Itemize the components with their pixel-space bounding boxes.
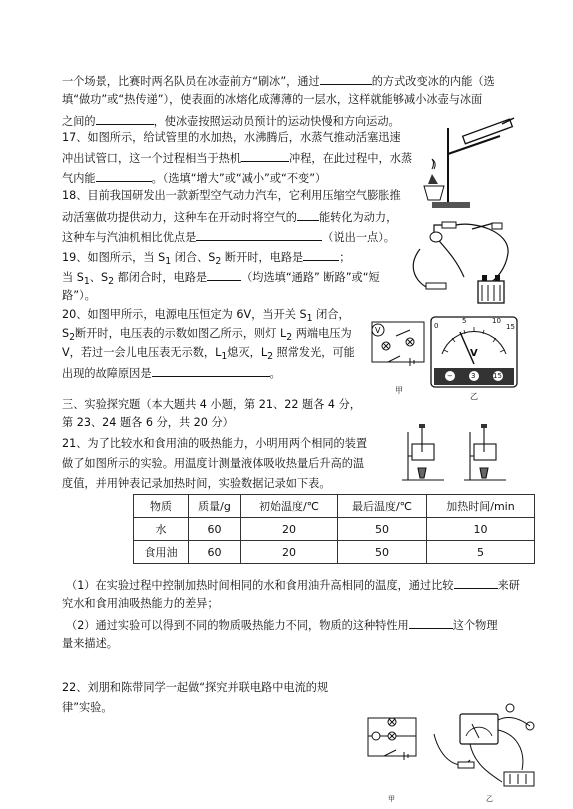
- q20-sub-5: 2: [267, 351, 273, 363]
- q17-test-tube-figure: [418, 114, 518, 210]
- q19-line-2-text-d: （均选填“通路” 断路”或“短: [241, 271, 380, 284]
- svg-text:V: V: [375, 326, 381, 335]
- q20-line-1-text-b: 闭合，: [312, 308, 350, 321]
- q19-sub-4: 2: [108, 276, 115, 288]
- q22-parallel-circuit-figure-right: [430, 700, 540, 794]
- q22-figure-label-left: 甲: [388, 795, 395, 803]
- table-cell: 食用油: [134, 541, 189, 564]
- q17-blank-2[interactable]: [96, 170, 152, 182]
- q17-line-2: [62, 150, 412, 166]
- q20-line-4: [62, 365, 281, 381]
- meter-scale-0: 0: [434, 322, 439, 330]
- q18-blank-2[interactable]: [196, 229, 322, 241]
- q19-line-1-text-a: 19、如图所示，当 S: [62, 251, 166, 264]
- q16-line-1-text-a: 一个场景，比赛时两名队员在冰壶前方“刷冰”，通过: [62, 75, 320, 88]
- table-header-cell: 初始温度/℃: [241, 495, 338, 518]
- q18-line-2-text-a: 动活塞做功提供动力，这种车在开动时将空气的: [62, 211, 297, 224]
- q20-line-4-text-b: 。: [269, 367, 281, 380]
- table-header-cell: 加热时间/min: [427, 495, 535, 518]
- q20-line-3-text-a: V，若过一会儿电压表无示数，L: [62, 346, 222, 359]
- q21-part-1-text-b: 来研: [497, 579, 520, 592]
- q22-parallel-circuit-figure-left: [362, 714, 422, 762]
- q18-line-3: [62, 229, 395, 245]
- q22-figure-label-right: 乙: [486, 795, 493, 803]
- q19-line-2-text-b: 、S: [89, 271, 109, 284]
- q18-line-2: [62, 209, 397, 225]
- q18-line-3-text-a: 这种车与汽油机相比优点是: [62, 231, 197, 244]
- section-3-heading-line-1: 三、实验探究题（本大题共 4 小题，第 21、22 题各 4 分，: [62, 398, 361, 411]
- q17-line-3-text-b: 。（选填“增大”或“减小”或“不变”）: [151, 172, 327, 185]
- q16-line-3: [62, 113, 400, 129]
- q16-blank-2[interactable]: [96, 113, 154, 125]
- table-row: [134, 518, 535, 541]
- meter-scale-15: 15: [506, 323, 515, 331]
- q19-sub-1: 1: [165, 256, 172, 268]
- meter-term-3: 3: [471, 372, 476, 380]
- q21-part-2-line-2: 量来描述。: [62, 637, 118, 650]
- q19-blank-1[interactable]: [303, 249, 339, 261]
- table-header-cell: 最后温度/℃: [338, 495, 427, 518]
- q21-heating-apparatus-figure: [398, 422, 522, 486]
- q20-circuit-figure: [366, 316, 430, 382]
- table-header-cell: 物质: [134, 495, 189, 518]
- table-header-cell: 质量/g: [189, 495, 241, 518]
- q19-circuit-figure: [412, 219, 518, 311]
- q19-line-1-text-d: ；: [339, 251, 351, 264]
- table-cell: 5: [427, 541, 535, 564]
- q21-line-3: 度值，并用钟表记录加热时间，实验数据记录如下表。: [62, 477, 331, 490]
- q21-part-2-line-1: [66, 617, 498, 633]
- q21-part-2-text-b: 这个物理: [452, 619, 498, 632]
- q19-line-2-text-a: 当 S: [62, 271, 84, 284]
- q20-line-1: [62, 308, 350, 326]
- section-3-heading-line-2: 第 23、24 题各 6 分，共 20 分）: [62, 416, 234, 429]
- q17-line-3: [62, 170, 326, 186]
- meter-term-neg: −: [447, 372, 453, 380]
- table-row: [134, 541, 535, 564]
- q21-part-1-text-a: （1）在实验过程中控制加热时间相同的水和食用油升高相同的温度，通过比较: [66, 579, 454, 592]
- q20-line-2-text-b: 断开时，电压表的示数如图乙所示，则灯 L: [75, 327, 287, 340]
- q19-line-2: [62, 269, 380, 289]
- q17-line-3-text-a: 气内能: [62, 172, 96, 185]
- q20-line-2: [62, 327, 352, 345]
- q21-blank-2[interactable]: [409, 617, 453, 629]
- q18-line-1: 18、目前我国研发出一款新型空气动力汽车，它利用压缩空气膨胀推: [62, 189, 401, 202]
- q16-line-3-text-a: 之间的: [62, 115, 96, 128]
- q20-line-3-text-b: 熄灭，L: [227, 346, 268, 359]
- table-header-row: [134, 495, 535, 518]
- q16-line-1: [62, 73, 495, 89]
- table-cell: 50: [338, 518, 427, 541]
- q20-figure-label-left: 甲: [395, 386, 403, 395]
- q19-line-1-text-c: 断开时，电路是: [221, 251, 304, 264]
- table-cell: 60: [189, 541, 241, 564]
- table-cell: 水: [134, 518, 189, 541]
- q22-line-2: 律”实验。: [62, 701, 113, 714]
- q17-blank-1[interactable]: [241, 150, 289, 162]
- table-cell: 50: [338, 541, 427, 564]
- meter-term-15: 15: [493, 372, 502, 380]
- q19-line-1-text-b: 闭合、S: [171, 251, 216, 264]
- q20-line-1-text-a: 20、如图甲所示，电源电压恒定为 6V，当开关 S: [62, 308, 307, 321]
- q20-line-3-text-c: 照常发光，可能: [273, 346, 355, 359]
- q19-line-2-text-c: 都闭合时，电路是: [114, 271, 208, 284]
- q20-line-2-text-c: 两端电压为: [292, 327, 352, 340]
- q20-line-4-text-a: 出现的故障原因是: [62, 367, 152, 380]
- q21-blank-1[interactable]: [454, 577, 498, 589]
- q17-line-2-text-a: 冲出试管口，这一个过程相当于热机: [62, 152, 242, 165]
- q21-part-1-line-2: 究水和食用油吸热能力的差异；: [62, 597, 219, 610]
- meter-unit: V: [470, 348, 478, 359]
- q17-line-1: 17、如图所示，给试管里的水加热，水沸腾后，水蒸气推动活塞迅速: [62, 131, 401, 144]
- q20-sub-2: 2: [69, 332, 76, 344]
- q21-part-1-line-1: [66, 577, 520, 593]
- q17-line-2-text-b: 冲程，在此过程中，水蒸: [289, 152, 413, 165]
- meter-scale-10: 10: [492, 317, 501, 325]
- q22-line-1: 22、刘朋和陈带同学一起做“探究并联电路中电流的规: [62, 681, 329, 694]
- q19-line-3: 路”）。: [62, 289, 96, 302]
- q19-blank-2[interactable]: [207, 269, 241, 281]
- table-cell: 10: [427, 518, 535, 541]
- meter-scale-5: 5: [462, 317, 467, 325]
- q20-figure-label-right: 乙: [470, 392, 478, 401]
- q21-part-2-text-a: （2）通过实验可以得到不同的物质吸热能力不同，物质的这种特性用: [66, 619, 409, 632]
- q20-sub-3: 2: [286, 332, 293, 344]
- q18-line-3-text-b: （说出一点）。: [322, 231, 395, 244]
- q21-data-table: [133, 494, 535, 564]
- q16-blank-1[interactable]: [320, 73, 372, 85]
- q20-blank-1[interactable]: [152, 365, 270, 377]
- q19-line-1: [62, 249, 350, 269]
- q19-sub-3: 1: [83, 276, 90, 288]
- q20-sub-1: 1: [306, 313, 313, 325]
- q16-line-1-text-b: 的方式改变冰的内能（选: [371, 75, 495, 88]
- table-cell: 20: [241, 541, 338, 564]
- q16-line-3-text-b: ，使冰壶按照运动员预计的运动快慢和方向运动。: [153, 115, 400, 128]
- table-cell: 60: [189, 518, 241, 541]
- q20-line-2-text-a: S: [62, 327, 70, 340]
- q16-line-2: 填“做功”或“热传递”），使表面的冰熔化成薄薄的一层水，这样就能够减小冰壶与冰面: [62, 93, 483, 106]
- q20-line-3: [62, 346, 355, 364]
- q18-blank-1[interactable]: [297, 209, 319, 221]
- q21-line-2: 做了如图所示的实验。用温度计测量液体吸收热量后升高的温: [62, 457, 365, 470]
- table-cell: 20: [241, 518, 338, 541]
- q20-sub-4: 1: [221, 351, 228, 363]
- q21-line-1: 21、为了比较水和食用油的吸热能力，小明用两个相同的装置: [62, 437, 368, 450]
- q19-sub-2: 2: [215, 256, 222, 268]
- q18-line-2-text-b: 能转化为动力，: [318, 211, 398, 224]
